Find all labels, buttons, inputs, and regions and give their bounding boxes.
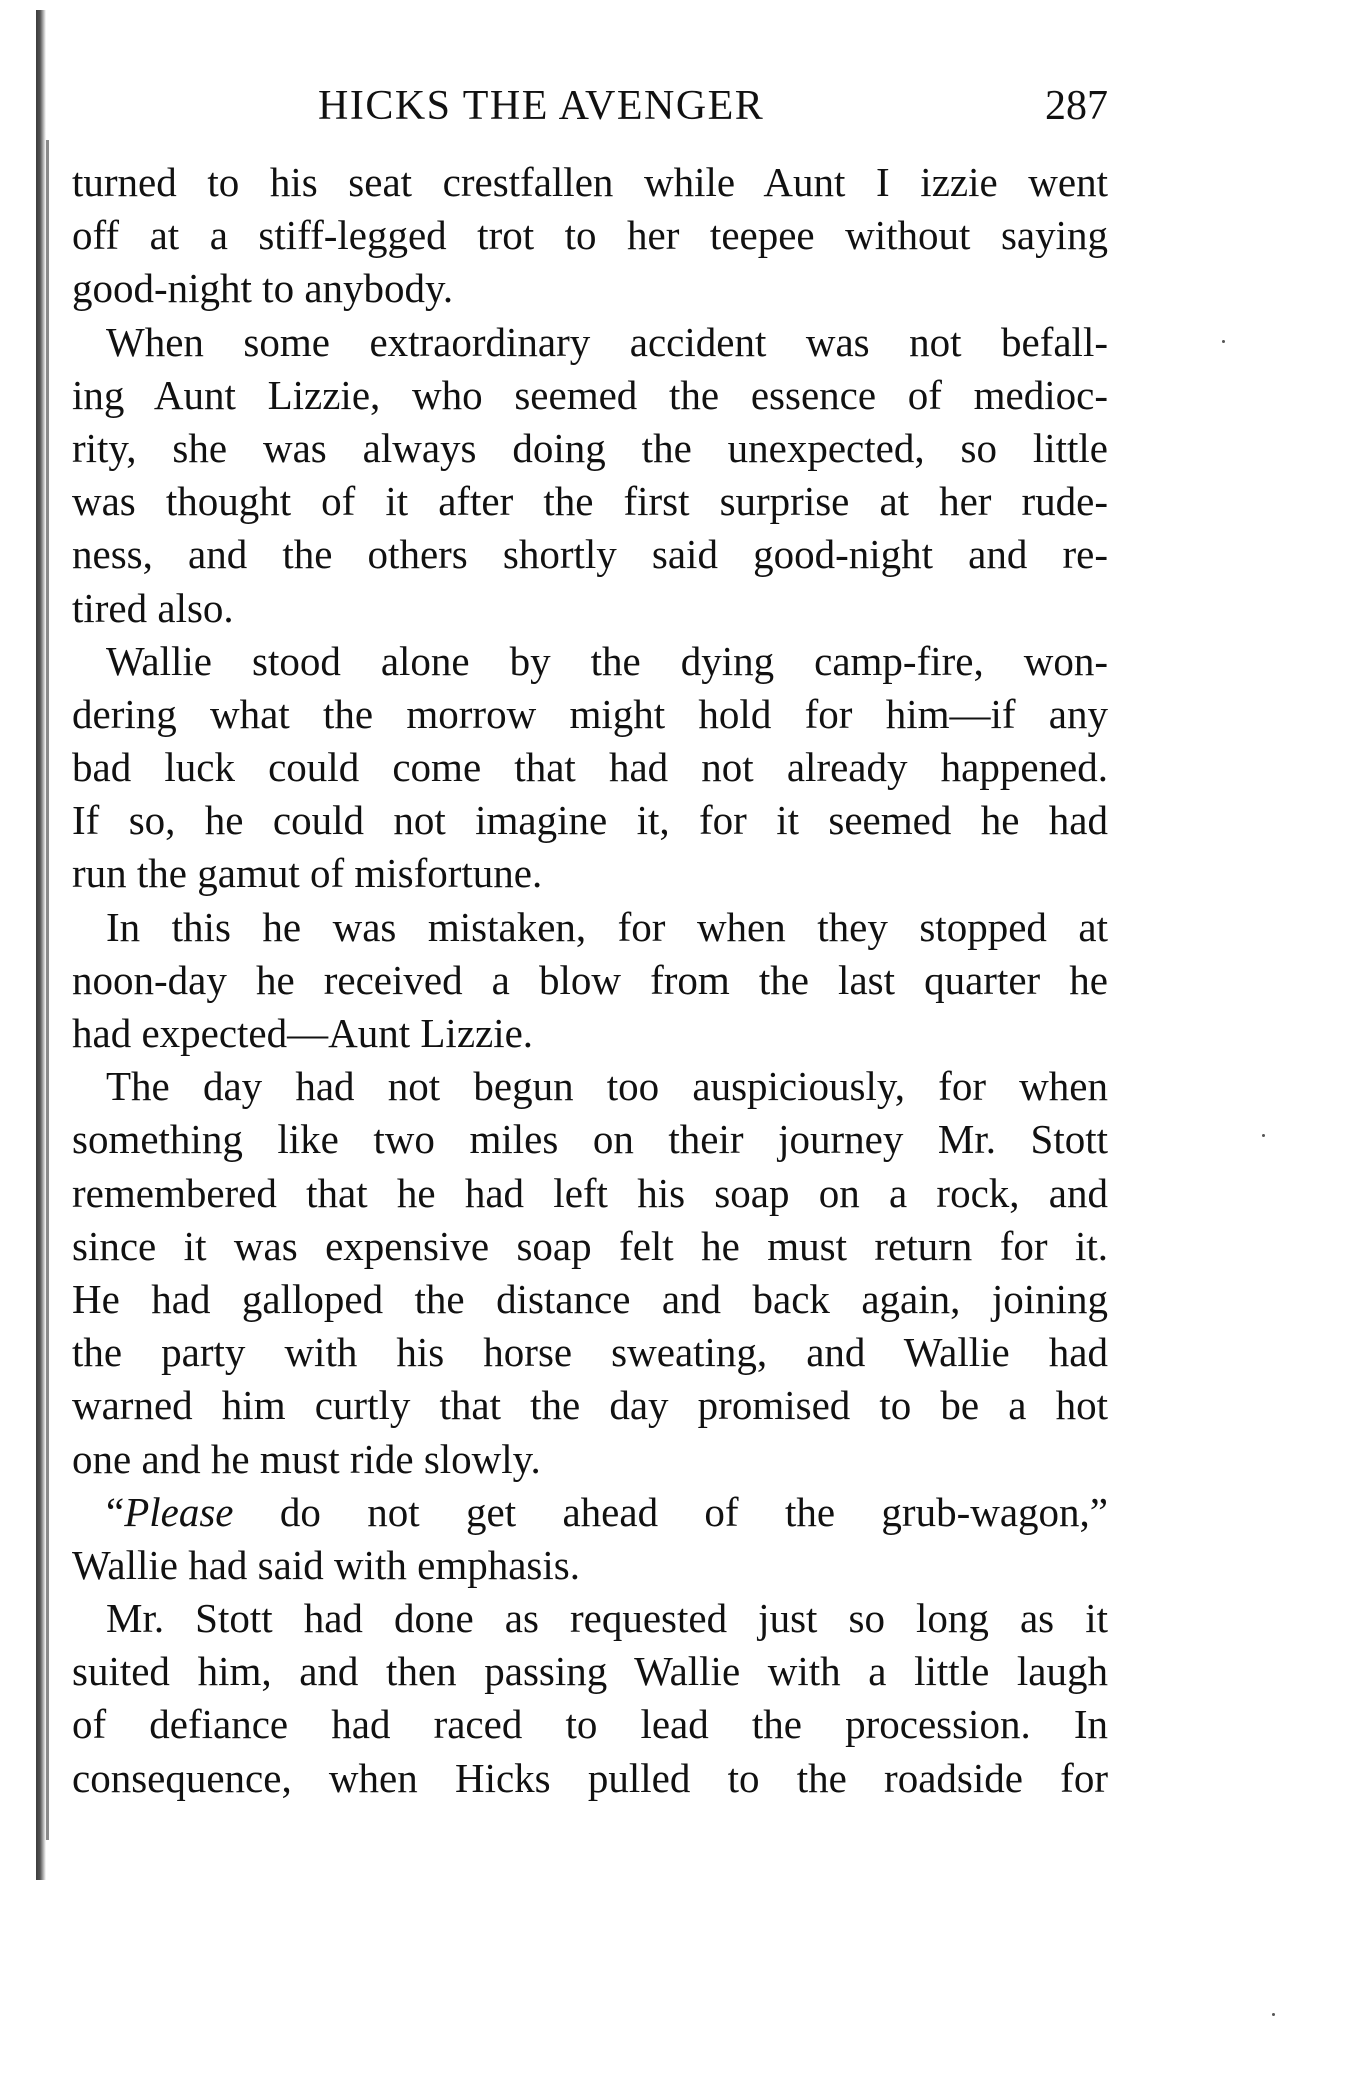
text-line: noon-day he received a blow from the last quarter he [72, 956, 1108, 1003]
text-line: dering what the morrow might hold for him—if any [72, 690, 1108, 737]
text-line: good-night to anybody. [72, 265, 454, 312]
page-header [78, 76, 1108, 136]
text-line: suited him, and then passing Wallie with a little laugh [72, 1648, 1108, 1695]
text-line: Wallie stood alone by the dying camp-fire, won- [106, 637, 1108, 684]
text-line: of defiance had raced to lead the procession. In [72, 1701, 1108, 1748]
text-line: tired also. [72, 584, 234, 631]
text-line: The day had not begun too auspiciously, for when [106, 1063, 1108, 1110]
body-text [72, 156, 1108, 1805]
text-line: turned to his seat crestfallen while Aunt I izzie went [72, 159, 1108, 205]
text-line: since it was expensive soap felt he must return for it. [72, 1222, 1108, 1269]
scan-speck [1222, 340, 1225, 343]
text-line: something like two miles on their journey Mr. Stott [72, 1116, 1108, 1163]
running-head: HICKS THE AVENGER [318, 83, 765, 129]
text-line: the party with his horse sweating, and Wallie had [72, 1329, 1108, 1376]
text-line: was thought of it after the first surprise at her rude- [72, 478, 1108, 525]
text-line: rity, she was always doing the unexpected, so little [72, 424, 1108, 471]
text-line: ing Aunt Lizzie, who seemed the essence of medioc- [72, 371, 1108, 418]
text-line: off at a stiff-legged trot to her teepee without saying [72, 212, 1108, 259]
page-number: 287 [1045, 83, 1108, 129]
text-line: warned him curtly that the day promised to be a hot [72, 1382, 1108, 1429]
text-line: If so, he could not imagine it, for it seemed he had [72, 797, 1108, 844]
page-gutter-edge [46, 140, 49, 1840]
page-gutter-shadow [36, 10, 46, 1880]
text-line: In this he was mistaken, for when they stopped at [106, 903, 1108, 950]
text-line: “Please do not get ahead of the grub-wagon,” [106, 1488, 1108, 1535]
text-line: bad luck could come that had not already happened. [72, 744, 1108, 791]
text-line: He had galloped the distance and back again, joining [72, 1275, 1108, 1322]
text-line: When some extraordinary accident was not befall- [106, 318, 1108, 365]
text-line: Wallie had said with emphasis. [72, 1541, 580, 1588]
scan-speck [1262, 1134, 1265, 1137]
text-line: run the gamut of misfortune. [72, 850, 543, 897]
text-line: Mr. Stott had done as requested just so long as it [106, 1595, 1108, 1642]
text-line: ness, and the others shortly said good-night and re- [72, 531, 1108, 578]
scan-speck [1272, 2013, 1275, 2016]
text-line: one and he must ride slowly. [72, 1435, 541, 1482]
text-line: consequence, when Hicks pulled to the roadside for [72, 1754, 1108, 1801]
emphasized-word: Please [124, 1488, 234, 1535]
text-line: had expected—Aunt Lizzie. [72, 1010, 534, 1056]
text-line: remembered that he had left his soap on a rock, and [72, 1169, 1108, 1216]
